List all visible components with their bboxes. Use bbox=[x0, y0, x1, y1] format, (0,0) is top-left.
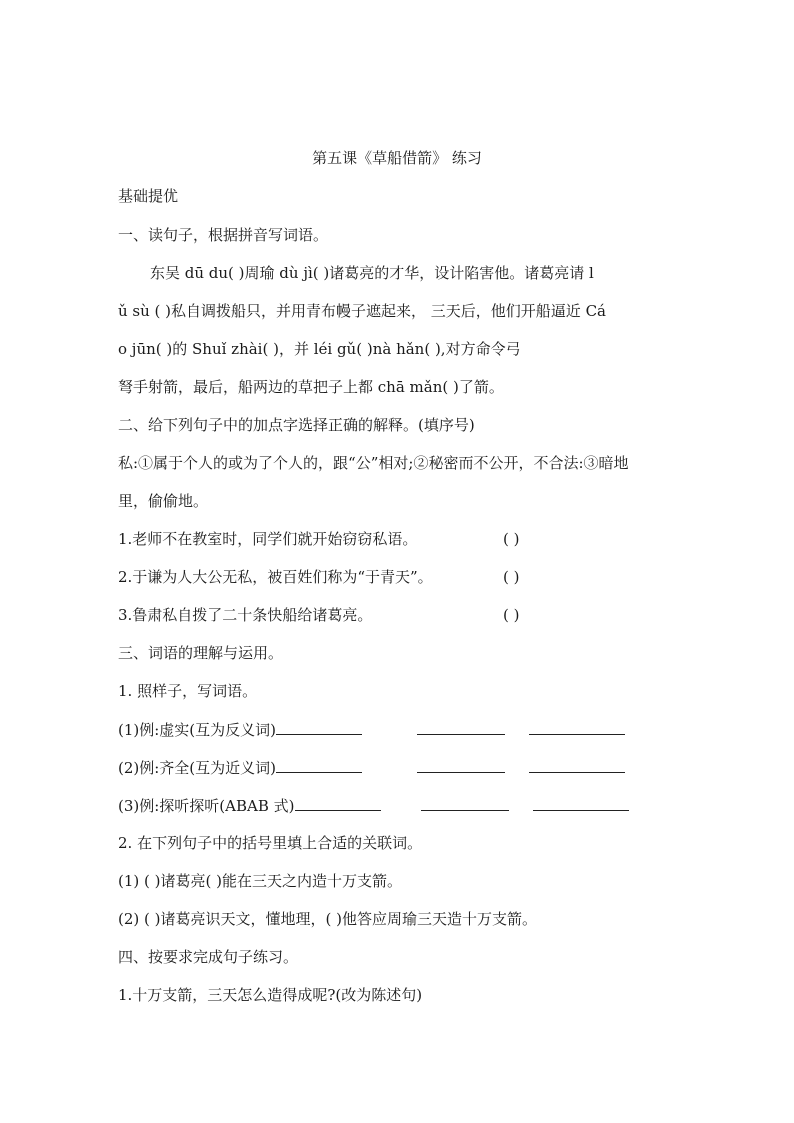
q2-definition-line-2: 里，偷偷地。 bbox=[118, 492, 209, 510]
q3-fill-1: (1) ( )诸葛亮( )能在三天之内造十万支箭。 bbox=[118, 872, 402, 890]
q3-example-1-label: (1)例:虚实(互为反义词) bbox=[118, 721, 277, 739]
q3-sub2: 2. 在下列句子中的括号里填上合适的关联词。 bbox=[118, 834, 423, 852]
q4-heading: 四、按要求完成句子练习。 bbox=[118, 948, 299, 966]
answer-blank[interactable] bbox=[276, 719, 362, 735]
q3-example-2-label: (2)例:齐全(互为近义词) bbox=[118, 759, 277, 777]
answer-blank[interactable] bbox=[529, 757, 625, 773]
q2-item-2: 2.于谦为人大公无私，被百姓们称为“于青天”。 bbox=[118, 568, 433, 586]
q1-heading: 一、读句子，根据拼音写词语。 bbox=[118, 226, 329, 244]
q2-answer-paren-2[interactable]: ( ) bbox=[503, 568, 520, 586]
q3-example-3 bbox=[118, 795, 381, 816]
q2-definition-line-1: 私:①属于个人的或为了个人的，跟“公”相对;②秘密而不公开，不合法:③暗地 bbox=[118, 454, 629, 472]
answer-blank[interactable] bbox=[276, 757, 362, 773]
answer-blank[interactable] bbox=[295, 795, 381, 811]
q3-example-3-label: (3)例:探听探听(ABAB 式) bbox=[118, 797, 295, 815]
q3-example-1 bbox=[118, 719, 362, 740]
q2-item-1: 1.老师不在教室时，同学们就开始窃窃私语。 bbox=[118, 530, 418, 548]
q3-fill-2: (2) ( )诸葛亮识天文，懂地理，( )他答应周瑜三天造十万支箭。 bbox=[118, 910, 537, 928]
q1-line-4: 弩手射箭，最后，船两边的草把子上都 chā mǎn( )了箭。 bbox=[118, 378, 504, 396]
q2-answer-paren-1[interactable]: ( ) bbox=[503, 530, 520, 548]
page-title: 第五课《草船借箭》 练习 bbox=[312, 149, 482, 167]
q2-answer-paren-3[interactable]: ( ) bbox=[503, 606, 520, 624]
answer-blank[interactable] bbox=[529, 719, 625, 735]
q3-sub1: 1. 照样子，写词语。 bbox=[118, 682, 258, 700]
q2-item-3: 3.鲁肃私自拨了二十条快船给诸葛亮。 bbox=[118, 606, 373, 624]
q1-line-2: ǔ sù ( )私自调拨船只，并用青布幔子遮起来， 三天后，他们开船逼近 Cá bbox=[118, 302, 606, 320]
q3-example-2 bbox=[118, 757, 362, 778]
q1-line-3: o jūn( )的 Shuǐ zhài( )，并 léi gǔ( )nà hǎn( ),对方命令弓 bbox=[118, 340, 521, 358]
q2-heading: 二、给下列句子中的加点字选择正确的解释。(填序号) bbox=[118, 416, 475, 434]
answer-blank[interactable] bbox=[421, 795, 509, 811]
q1-line-1: 东吴 dū du( )周瑜 dù jì( )诸葛亮的才华，设计陷害他。诸葛亮请 l bbox=[150, 264, 594, 282]
answer-blank[interactable] bbox=[417, 719, 505, 735]
answer-blank[interactable] bbox=[533, 795, 629, 811]
answer-blank[interactable] bbox=[417, 757, 505, 773]
section-basic: 基础提优 bbox=[118, 187, 179, 205]
q3-heading: 三、词语的理解与运用。 bbox=[118, 644, 284, 662]
q4-item-1: 1.十万支箭，三天怎么造得成呢?(改为陈述句) bbox=[118, 986, 423, 1004]
